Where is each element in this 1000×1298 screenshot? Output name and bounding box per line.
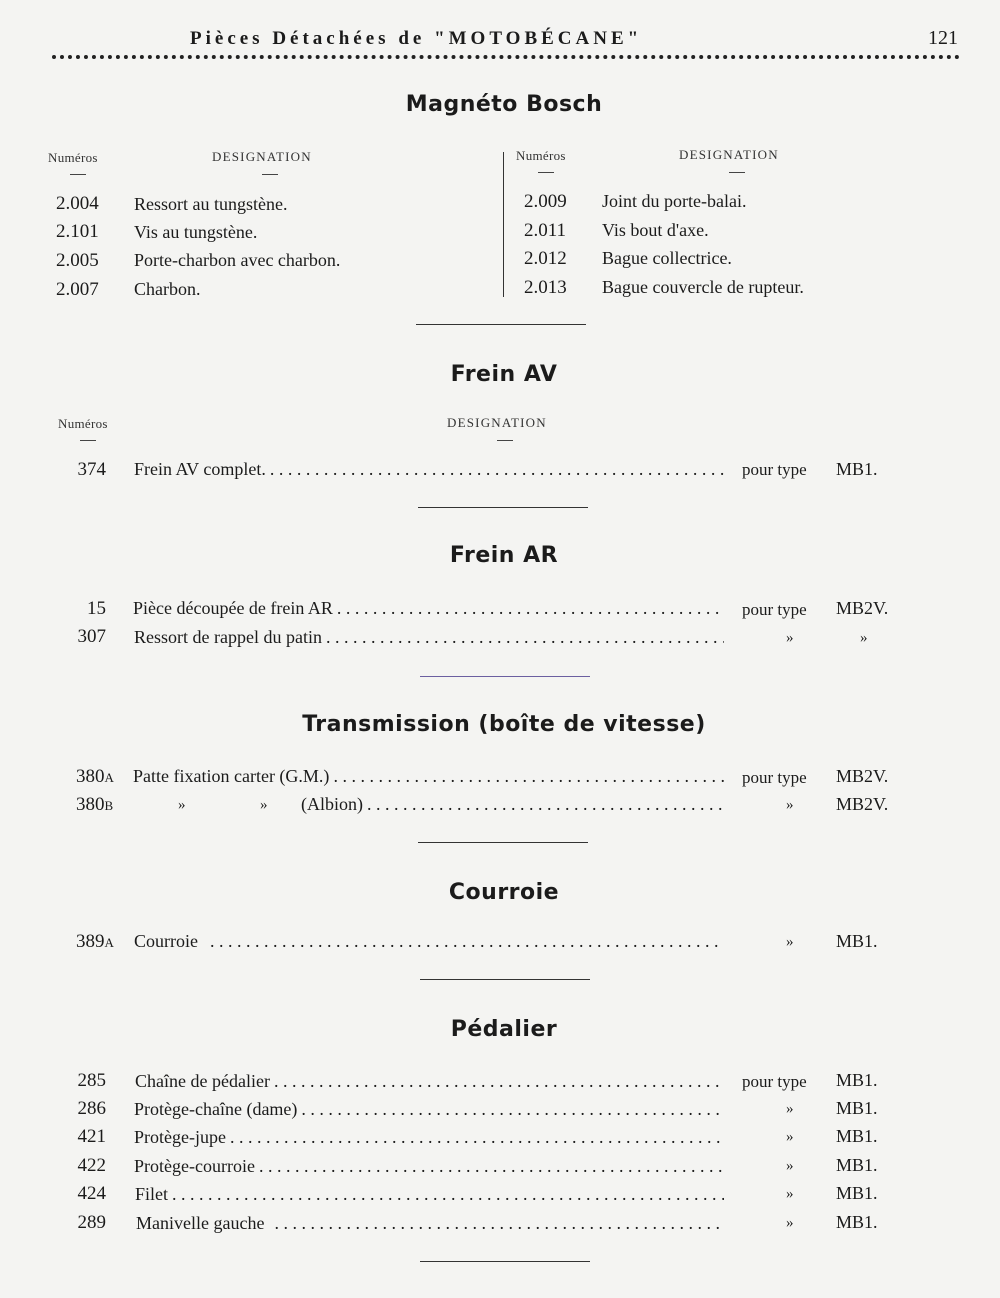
part-number: 422 (77, 1155, 106, 1176)
model-code: MB1. (836, 931, 878, 951)
part-number: 2.012 (524, 248, 567, 269)
part-description: Manivelle gauche (136, 1213, 265, 1233)
pour-type-label: pour type (742, 1072, 807, 1091)
ditto-mark: » (786, 1158, 794, 1174)
section-title-transmission: Transmission (boîte de vitesse) (302, 712, 706, 737)
col-label-numeros-right: Numéros (516, 148, 566, 163)
part-number-digits: 389 (76, 931, 105, 952)
part-number: 15 (87, 598, 106, 619)
part-row (134, 1099, 724, 1120)
dot-leader (210, 931, 724, 952)
ditto-mark: » (786, 1129, 794, 1145)
pour-type-label: pour type (742, 768, 807, 787)
col-dash (497, 440, 513, 441)
part-row (133, 766, 724, 787)
part-row (134, 931, 724, 952)
part-description: Pièce découpée de frein AR (133, 598, 333, 618)
section-separator (416, 324, 586, 325)
part-number-suffix: A (104, 935, 114, 950)
part-description: Filet (135, 1184, 169, 1204)
model-code: MB1. (836, 1155, 878, 1175)
part-description: Porte-charbon avec charbon. (134, 250, 341, 270)
part-row (136, 1213, 724, 1234)
ditto-mark: » (260, 797, 268, 813)
part-row (135, 1184, 724, 1205)
part-description: Chaîne de pédalier (135, 1071, 270, 1091)
part-number-digits: 380 (76, 794, 105, 815)
part-description: Vis bout d'axe. (602, 220, 709, 240)
ditto-mark: » (178, 797, 186, 813)
dot-leader (274, 1213, 724, 1234)
part-description: Courroie (134, 931, 198, 951)
part-number: 307 (77, 626, 106, 647)
part-description: Patte fixation carter (G.M.) (133, 766, 330, 786)
part-number-digits: 380 (76, 766, 105, 787)
model-code: MB1. (836, 1070, 878, 1090)
part-row (134, 627, 724, 648)
pour-type-label: pour type (742, 600, 807, 619)
section-separator (420, 979, 590, 980)
ditto-mark: » (786, 1215, 794, 1231)
part-description: Vis au tungstène. (134, 222, 258, 242)
header-dotted-rule (52, 55, 960, 59)
ditto-mark: » (786, 934, 794, 950)
model-code: MB1. (836, 459, 878, 479)
part-description: Bague collectrice. (602, 248, 732, 268)
part-number: 2.101 (56, 221, 99, 242)
part-description: (Albion) (301, 794, 363, 814)
model-code: MB2V. (836, 598, 889, 618)
dot-leader (367, 794, 724, 815)
col-label-designation: DESIGNATION (447, 415, 547, 430)
part-description: Ressort au tungstène. (134, 194, 288, 214)
ditto-mark: » (860, 630, 868, 646)
part-description: Protège-jupe (134, 1127, 226, 1147)
dot-leader (230, 1127, 724, 1148)
part-description: Protège-chaîne (dame) (134, 1099, 298, 1119)
model-code: MB2V. (836, 766, 889, 786)
part-number: 2.005 (56, 250, 99, 271)
part-description: Joint du porte-balai. (602, 191, 747, 211)
dot-leader (274, 1071, 724, 1092)
part-number (76, 766, 114, 788)
dot-leader (337, 598, 724, 619)
part-number: 424 (77, 1183, 106, 1204)
model-code: MB1. (836, 1126, 878, 1146)
part-number (76, 794, 113, 816)
part-description: Ressort de rappel du patin (134, 627, 322, 647)
part-number: 2.007 (56, 279, 99, 300)
part-number-suffix: A (104, 770, 114, 785)
dot-leader (270, 459, 724, 480)
ditto-mark: » (786, 797, 794, 813)
col-label-designation-right: DESIGNATION (679, 147, 779, 162)
dot-leader (172, 1184, 724, 1205)
ditto-mark: » (786, 1186, 794, 1202)
section-title-frein-ar: Frein AR (449, 543, 559, 568)
part-row (135, 1071, 724, 1092)
part-number: 421 (77, 1126, 106, 1147)
model-code: MB1. (836, 1183, 878, 1203)
part-row (134, 1127, 724, 1148)
section-title-courroie: Courroie (448, 880, 560, 905)
col-dash (70, 174, 86, 175)
section-separator (418, 842, 588, 843)
section-separator (420, 1261, 590, 1262)
section-title-magneto: Magnéto Bosch (405, 92, 603, 117)
section-separator (420, 676, 590, 677)
dot-leader (259, 1156, 724, 1177)
section-separator (418, 507, 588, 508)
part-number-suffix: B (104, 798, 114, 813)
col-dash (538, 172, 554, 173)
model-code: MB1. (836, 1098, 878, 1118)
part-description: Protège-courroie (134, 1156, 255, 1176)
dot-leader (326, 627, 724, 648)
part-number (76, 931, 114, 953)
model-code: MB2V. (836, 794, 889, 814)
part-number: 2.011 (524, 220, 567, 241)
part-row (133, 598, 724, 619)
dot-leader (301, 1099, 724, 1120)
part-number: 2.004 (56, 193, 99, 214)
col-label-numeros-left: Numéros (48, 150, 98, 165)
pour-type-label: pour type (742, 460, 807, 479)
column-divider (503, 152, 504, 297)
section-title-pedalier: Pédalier (450, 1017, 558, 1042)
col-dash (262, 174, 278, 175)
page-number: 121 (928, 27, 958, 49)
col-label-numeros: Numéros (58, 416, 108, 431)
section-title-frein-av: Frein AV (450, 362, 558, 387)
part-row (134, 1156, 724, 1177)
part-number: 374 (77, 459, 106, 480)
part-number: 285 (77, 1070, 106, 1091)
part-row (301, 794, 724, 815)
part-number: 289 (77, 1212, 106, 1233)
part-number: 286 (77, 1098, 106, 1119)
part-number: 2.009 (524, 191, 567, 212)
dot-leader (333, 766, 724, 787)
part-row (134, 459, 724, 480)
part-description: Frein AV complet. (134, 459, 266, 479)
part-description: Charbon. (134, 279, 201, 299)
ditto-mark: » (786, 630, 794, 646)
part-number: 2.013 (524, 277, 567, 298)
col-label-designation-left: DESIGNATION (212, 149, 312, 164)
model-code: MB1. (836, 1212, 878, 1232)
col-dash (80, 440, 96, 441)
col-dash (729, 172, 745, 173)
running-title: Pièces Détachées de "MOTOBÉCANE" (190, 28, 643, 49)
part-description: Bague couvercle de rupteur. (602, 277, 804, 297)
ditto-mark: » (786, 1101, 794, 1117)
